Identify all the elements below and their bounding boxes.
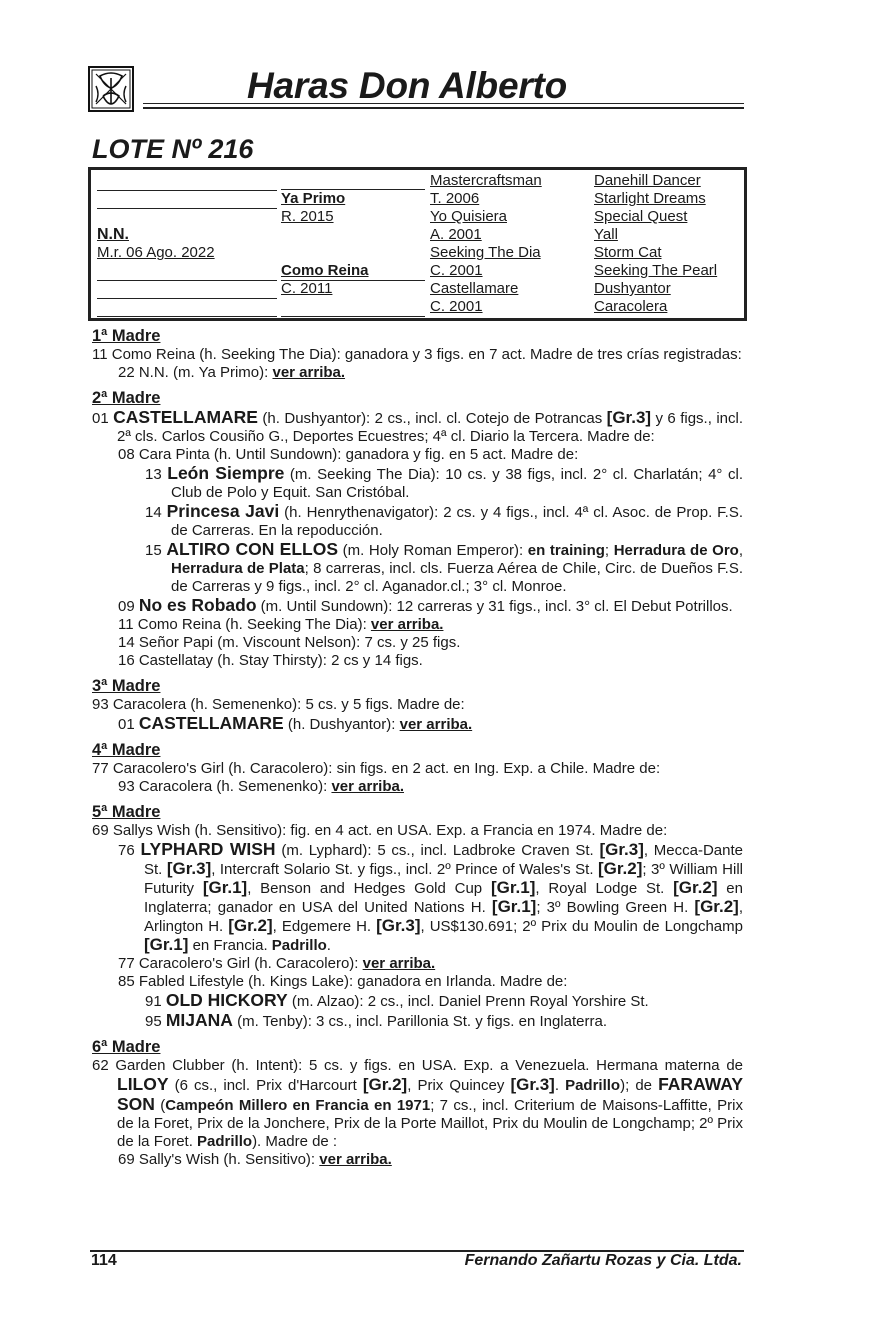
grade-badge: [Gr.3] (606, 408, 652, 427)
section-heading: 2ª Madre (92, 389, 161, 407)
see-above-link: ver arriba. (331, 778, 404, 795)
section-heading: 4ª Madre (92, 741, 161, 759)
pedigree-sire-info: R. 2015 (281, 208, 334, 225)
pedigree-gp-name: Castellamare (430, 280, 519, 297)
pedigree-gp-name: Yo Quisiera (430, 208, 507, 225)
pedigree-gp-name: Mastercraftsman (430, 172, 542, 189)
pedigree-gp-info: C. 2001 (430, 298, 483, 315)
horse-name: León Siempre (167, 463, 285, 483)
dam-lines (92, 326, 743, 1169)
pedigree-line (97, 298, 277, 299)
pedigree-dam-name: Como Reina (281, 262, 369, 279)
pedigree-line (97, 208, 277, 209)
list-item: 76 LYPHARD WISH (m. Lyphard): 5 cs., incl. Ladbroke Craven St. [Gr.3], Mecca-Dante St. [Gr.3], Intercraft Solario St. y figs., incl. 2º Prince of Wales's St. [Gr.2]; 3º William Hill Futurity [Gr.1], Benson and Hedges Gold Cup [Gr.1], Royal Lodge St. [Gr.2] en Inglaterra; ganador en USA del United Nations H. [Gr.1]; 3º Bowling Green H. [Gr.2], Arlington H. [Gr.2], Edgemere H. [Gr.3], US$130.691; 2º Prix du Moulin de Longchamp [Gr.1] en Francia. Padrillo. (118, 839, 743, 954)
pedigree-ggp: Storm Cat (594, 244, 662, 261)
horse-name: No es Robado (138, 595, 257, 615)
list-item: 93 Caracolera (h. Semenenko): ver arriba. (118, 778, 404, 795)
pedigree-gp-name: Seeking The Dia (430, 244, 541, 261)
page-title: Haras Don Alberto (247, 65, 568, 106)
horse-name: OLD HICKORY (165, 990, 288, 1010)
lot-number: LOTE Nº 216 (92, 134, 254, 164)
pedigree-line (281, 189, 425, 190)
haras-monogram-logo-icon (88, 66, 134, 112)
publisher-name: Fernando Zañartu Rozas y Cia. Ltda. (464, 1252, 742, 1269)
list-item: 09 No es Robado (m. Until Sundown): 12 carreras y 31 figs., incl. 3° cl. El Debut Potrillos. (118, 595, 733, 615)
list-item: 15 ALTIRO CON ELLOS (m. Holy Roman Emperor): en training; Herradura de Oro, Herradura de Plata; 8 carreras, incl. cls. Fuerza Aérea de Chile, Circ. de Dueños F.S. de Carreras y 9 figs., incl. 2° cl. Aganador.cl.; 3° cl. Monroe. (145, 539, 743, 595)
see-above-link: ver arriba. (399, 716, 473, 733)
header-rule-thick (143, 107, 744, 109)
pedigree-gp-info: T. 2006 (430, 190, 480, 207)
pedigree-line (97, 316, 277, 317)
horse-name: ALTIRO CON ELLOS (166, 539, 338, 559)
list-item: 85 Fabled Lifestyle (h. Kings Lake): ganadora en Irlanda. Madre de: (118, 973, 568, 990)
list-item: 93 Caracolera (h. Semenenko): 5 cs. y 5 figs. Madre de: (92, 696, 465, 713)
horse-name: LYPHARD WISH (140, 839, 276, 859)
list-item: 16 Castellatay (h. Stay Thirsty): 2 cs y 14 figs. (118, 652, 423, 669)
horse-name: FARAWAY SON (117, 1074, 743, 1114)
section-heading: 3ª Madre (92, 677, 161, 695)
pedigree-ggp: Dushyantor (594, 280, 671, 297)
pedigree-line (97, 280, 277, 281)
list-item: 77 Caracolero's Girl (h. Caracolero): ver arriba. (118, 955, 436, 972)
section-heading: 6ª Madre (92, 1038, 161, 1056)
list-item: 11 Como Reina (h. Seeking The Dia): ver arriba. (118, 616, 444, 633)
list-item: 62 Garden Clubber (h. Intent): 5 cs. y figs. en USA. Exp. a Venezuela. Hermana materna de LILOY (6 cs., incl. Prix d'Harcourt [Gr.2], Prix Quincey [Gr.3]. Padrillo); de FARAWAY SON (Campeón Millero en Francia en 1971; 7 cs., incl. Criterium de Maisons-Laffitte, Prix de la Foret, Prix de la Jonchere, Prix de la Porte Maillot, Prix du Moulin de Longchamp; 2º Prix de la Foret. Padrillo). Madre de : (92, 1057, 743, 1150)
horse-name: Princesa Javi (166, 501, 280, 521)
list-item: 69 Sallys Wish (h. Sensitivo): fig. en 4 act. en USA. Exp. a Francia en 1974. Madre de: (92, 822, 668, 839)
pedigree-ggp: Caracolera (594, 298, 668, 315)
pedigree-dam-info: C. 2011 (281, 280, 333, 297)
pedigree-line (97, 190, 277, 191)
list-item: 14 Señor Papi (m. Viscount Nelson): 7 cs. y 25 figs. (118, 634, 461, 651)
pedigree-subject-name: N.N. (97, 226, 129, 243)
pedigree-line (281, 316, 425, 317)
list-item: 13 León Siempre (m. Seeking The Dia): 10 cs. y 38 figs, incl. 2° cl. Charlatán; 4° cl. Club de Polo y Equit. San Cristóbal. (145, 463, 743, 501)
pedigree-subject-info: M.r. 06 Ago. 2022 (97, 244, 215, 261)
horse-name: CASTELLAMARE (138, 713, 284, 733)
section-heading: 5ª Madre (92, 803, 161, 821)
pedigree-table (88, 167, 747, 321)
horse-name: CASTELLAMARE (113, 407, 258, 427)
pedigree-gp-info: A. 2001 (430, 226, 482, 243)
section-heading: 1ª Madre (92, 327, 161, 345)
pedigree-ggp: Starlight Dreams (594, 190, 706, 207)
see-above-link: ver arriba. (272, 364, 346, 381)
list-item: 91 OLD HICKORY (m. Alzao): 2 cs., incl. Daniel Prenn Royal Yorshire St. (145, 990, 649, 1010)
pedigree-ggp: Seeking The Pearl (594, 262, 718, 279)
list-item: 14 Princesa Javi (h. Henrythenavigator): 2 cs. y 4 figs., incl. 4ª cl. Asoc. de Prop. F.S. de Carreras. En la repoducción. (145, 501, 743, 539)
list-item: 69 Sally's Wish (h. Sensitivo): ver arriba. (118, 1151, 392, 1168)
see-above-link: ver arriba. (319, 1151, 392, 1168)
see-above-link: ver arriba. (362, 955, 436, 972)
pedigree-ggp: Danehill Dancer (594, 172, 701, 189)
horse-name: LILOY (117, 1074, 169, 1094)
list-item: 77 Caracolero's Girl (h. Caracolero): sin figs. en 2 act. en Ing. Exp. a Chile. Madre de: (92, 760, 661, 777)
list-item: 01 CASTELLAMARE (h. Dushyantor): 2 cs., incl. cl. Cotejo de Potrancas [Gr.3] y 6 figs., incl. 2ª cls. Carlos Cousiño G., Deportes Ecuestres; 4ª cl. Diario la Tercera. Madre de: (92, 407, 743, 445)
pedigree-ggp: Special Quest (594, 208, 688, 225)
horse-name: MIJANA (165, 1010, 233, 1030)
pedigree-ggp: Yall (594, 226, 618, 243)
list-item: 22 N.N. (m. Ya Primo): ver arriba. (118, 364, 346, 381)
see-above-link: ver arriba. (370, 616, 444, 633)
pedigree-sire-name: Ya Primo (281, 190, 346, 207)
page-number: 114 (91, 1252, 117, 1269)
header-rule-thin (143, 103, 744, 104)
list-item: 95 MIJANA (m. Tenby): 3 cs., incl. Parillonia St. y figs. en Inglaterra. (145, 1010, 607, 1030)
list-item: 11 Como Reina (h. Seeking The Dia): ganadora y 3 figs. en 7 act. Madre de tres crías registradas: (92, 346, 742, 363)
pedigree-gp-info: C. 2001 (430, 262, 483, 279)
list-item: 01 CASTELLAMARE (h. Dushyantor): ver arriba. (118, 713, 473, 733)
list-item: 08 Cara Pinta (h. Until Sundown): ganadora y fig. en 5 act. Madre de: (118, 446, 579, 463)
